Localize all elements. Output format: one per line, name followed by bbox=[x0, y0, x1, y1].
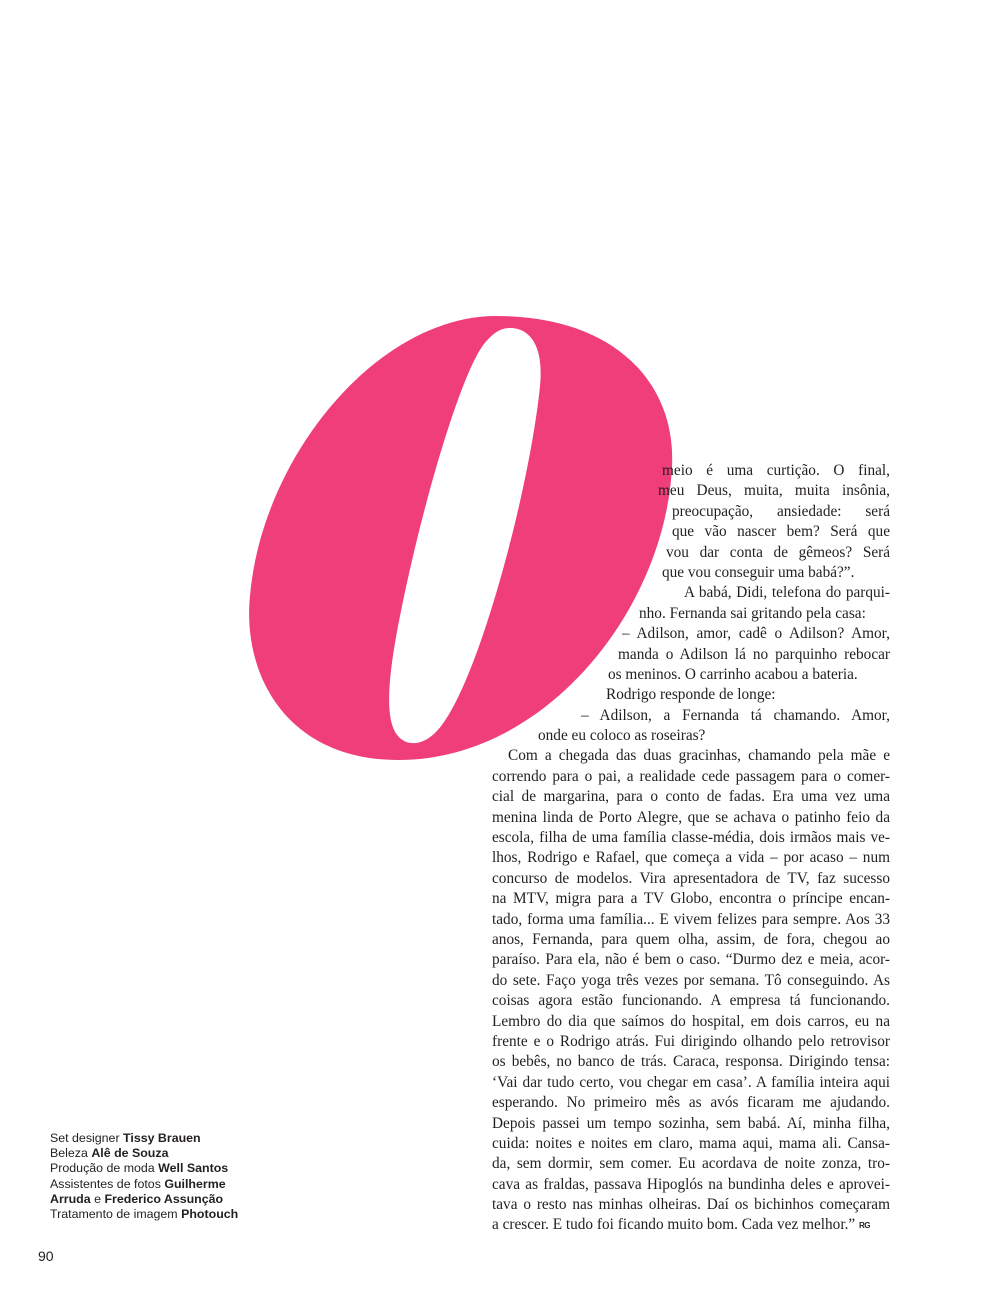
credit-role: Tratamento de imagem bbox=[50, 1207, 178, 1222]
credit-name: Guilherme bbox=[164, 1176, 226, 1191]
article-line: manda o Adilson lá no parquinho rebocar bbox=[618, 645, 890, 663]
credit-name: Alê de Souza bbox=[91, 1146, 169, 1161]
article-line: frente e o Rodrigo atrás. Fui dirigindo olhando pelo retrovisor bbox=[492, 1032, 890, 1050]
article-line: tava o resto nas minhas olheiras. Daí os bichinhos começaram bbox=[492, 1196, 890, 1214]
article-line: anos, Fernanda, para quem olha, assim, de fora, chegou ao bbox=[492, 930, 890, 948]
credit-row bbox=[50, 1207, 290, 1222]
article-line: meio é uma curtição. O final, bbox=[662, 462, 890, 479]
credit-row bbox=[50, 1161, 290, 1176]
photo-credits bbox=[50, 1131, 290, 1222]
article-line: esperando. No primeiro mês as avós ficaram me ajudando. bbox=[492, 1094, 890, 1112]
article-line: ‘Vai dar tudo certo, vou chegar em casa’. A família inteira aqui bbox=[492, 1073, 890, 1091]
article-line: correndo para o pai, a realidade cede passagem para o comer- bbox=[492, 767, 890, 785]
page-number: 90 bbox=[38, 1248, 54, 1264]
article-line: vou dar conta de gêmeos? Será bbox=[666, 543, 890, 561]
credit-row bbox=[50, 1192, 290, 1207]
credit-name: Photouch bbox=[181, 1207, 239, 1222]
article-line: os meninos. O carrinho acabou a bateria. bbox=[608, 665, 858, 683]
article-line: concurso de modelos. Vira apresentadora de TV, faz sucesso bbox=[492, 869, 890, 887]
credit-joiner: e bbox=[94, 1191, 101, 1206]
article-line: A babá, Didi, telefona do parqui- bbox=[684, 584, 890, 602]
article-line: Com a chegada das duas gracinhas, chamando pela mãe e bbox=[508, 747, 890, 765]
article-line: Rodrigo responde de longe: bbox=[606, 686, 776, 704]
article-line: cuida: noites e noites em claro, mama aqui, mama ali. Cansa- bbox=[492, 1134, 890, 1152]
article-line-last bbox=[492, 1215, 890, 1235]
article-line: na MTV, migra para a TV Globo, encontra o príncipe encan- bbox=[492, 890, 890, 908]
article-line: do sete. Faço yoga três vezes por semana. Tô conseguindo. As bbox=[492, 971, 890, 989]
article-line: paraíso. Para ela, não é bem o caso. “Durmo dez e meia, acor- bbox=[492, 951, 890, 969]
article-line: preocupação, ansiedade: será bbox=[672, 502, 890, 520]
article-line: cava as fraldas, passava Hipoglós na bundinha deles e aprovei- bbox=[492, 1175, 890, 1193]
article-line: lhos, Rodrigo e Rafael, que começa a vida – por acaso – num bbox=[492, 849, 890, 867]
credit-row bbox=[50, 1146, 290, 1161]
credit-role: Set designer bbox=[50, 1131, 120, 1145]
article-line: Depois passei um tempo sozinha, sem babá. Aí, minha filha, bbox=[492, 1114, 890, 1132]
article-line: os bebês, no banco de trás. Caraca, responsa. Dirigindo tensa: bbox=[492, 1053, 890, 1071]
article-line: que vão nascer bem? Será que bbox=[672, 523, 890, 541]
credit-row bbox=[50, 1131, 290, 1146]
author-signature: RG bbox=[859, 1221, 871, 1231]
credit-name-2: Frederico Assunção bbox=[104, 1191, 224, 1206]
article-line: meu Deus, muita, muita insônia, bbox=[658, 482, 890, 500]
article-line: tado, forma uma família... E vivem felizes para sempre. Aos 33 bbox=[492, 910, 890, 928]
article-line: escola, filha de uma família classe-média, dois irmãos mais ve- bbox=[492, 829, 890, 847]
credit-name: Tissy Brauen bbox=[123, 1131, 201, 1145]
article-line: cial de margarina, para o conto de fadas. Era uma vez uma bbox=[492, 788, 890, 806]
article-body bbox=[492, 461, 890, 1236]
credit-role: Produção de moda bbox=[50, 1161, 155, 1176]
article-line-text: a crescer. E tudo foi ficando muito bom. Cada vez melhor.” bbox=[492, 1216, 856, 1234]
article-line: – Adilson, a Fernanda tá chamando. Amor, bbox=[581, 706, 890, 724]
credit-name: Arruda bbox=[50, 1191, 91, 1206]
article-line: que vou conseguir uma babá?”. bbox=[662, 563, 855, 581]
article-line: Lembro do dia que saímos do hospital, em dois carros, eu na bbox=[492, 1012, 890, 1030]
article-line: onde eu coloco as roseiras? bbox=[538, 727, 706, 745]
credit-row bbox=[50, 1177, 290, 1192]
credit-name: Well Santos bbox=[158, 1161, 229, 1176]
article-line: – Adilson, amor, cadê o Adilson? Amor, bbox=[622, 625, 890, 643]
article-line: nho. Fernanda sai gritando pela casa: bbox=[639, 604, 866, 622]
article-line: da, sem dormir, sem comer. Eu acordava de noite zonza, tro- bbox=[492, 1155, 890, 1173]
article-line: menina linda de Porto Alegre, que se achava o patinho feio da bbox=[492, 808, 890, 826]
credit-role: Assistentes de fotos bbox=[50, 1176, 161, 1191]
credit-role: Beleza bbox=[50, 1146, 88, 1161]
article-line: coisas agora estão funcionando. A empresa tá funcionando. bbox=[492, 992, 890, 1010]
